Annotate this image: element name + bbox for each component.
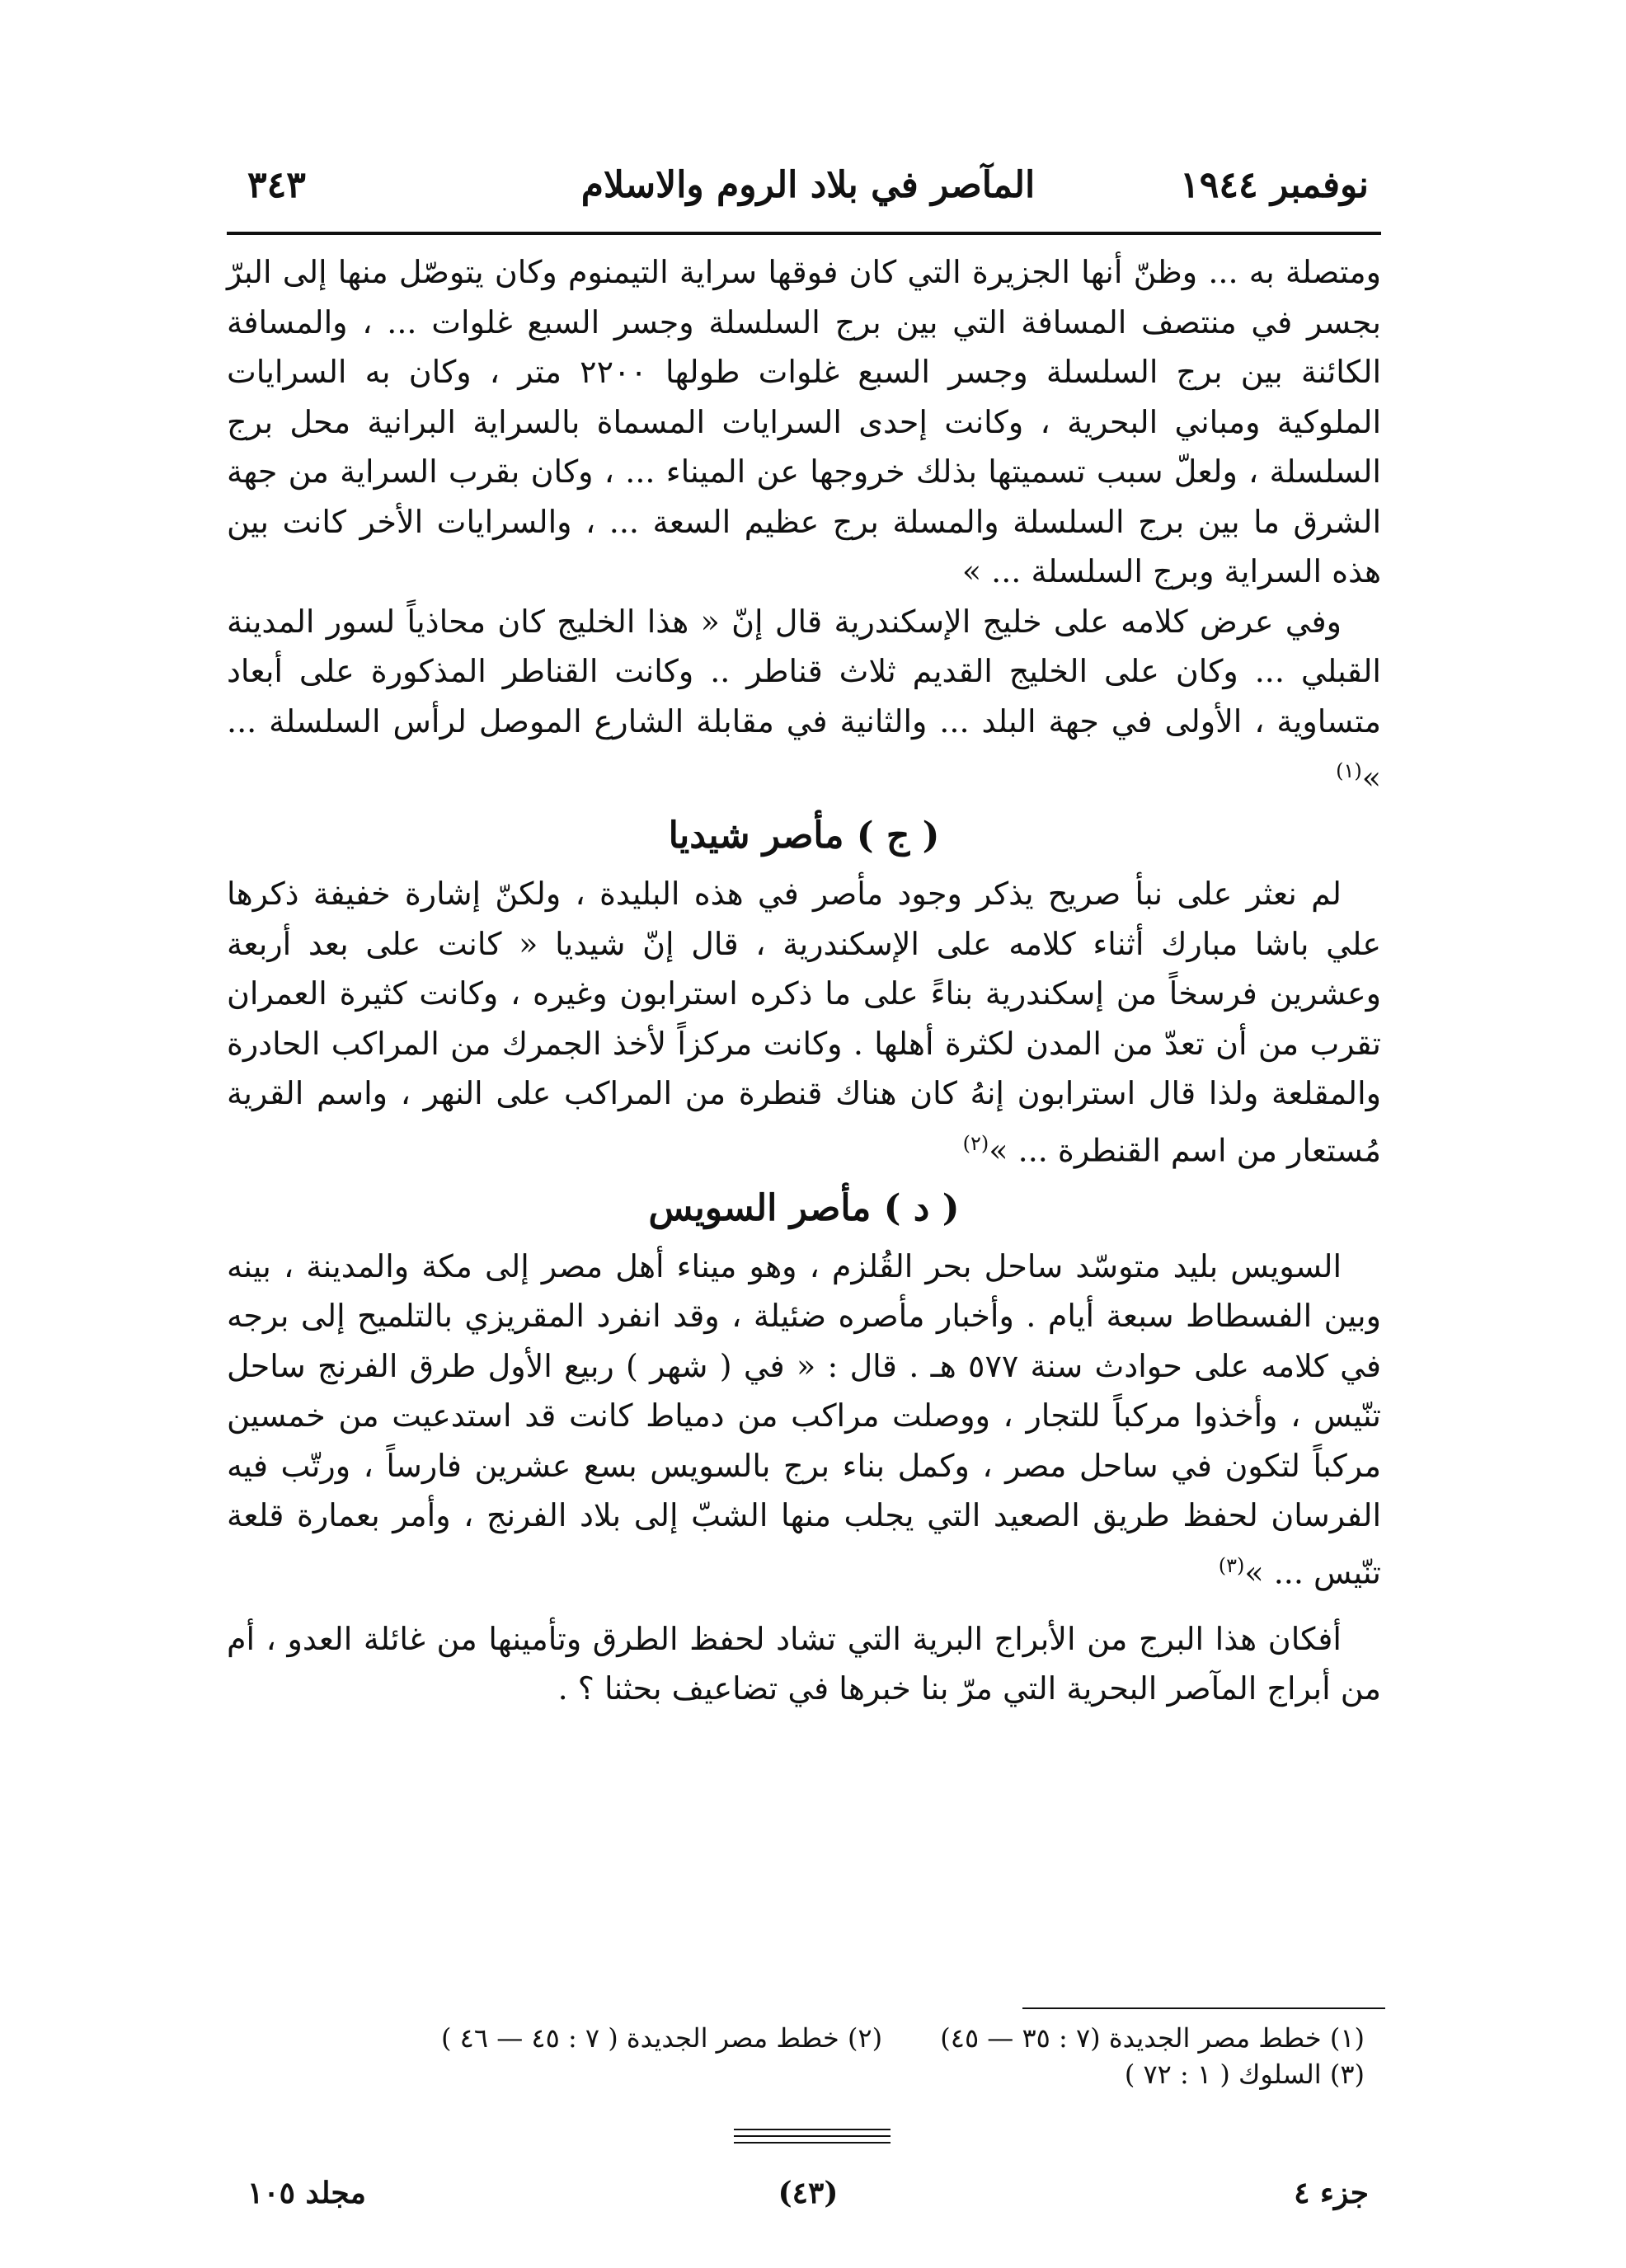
paragraph-text: وفي عرض كلامه على خليج الإسكندرية قال إنّ « هذا الخليج كان محاذياً لسور المدينة القبلي ... وكان على الخليج القديم ثلاث قناطر .. وكانت القناطر المذكورة على أبعاد متساوية ، الأولى في جهة البلد ... والثانية في مقابلة الشارع الموصل لرأس السلسلة ... »: [227, 603, 1381, 796]
end-rule: [734, 2135, 891, 2137]
header-date: نوفمبر ١٩٤٤: [1180, 164, 1369, 206]
footnote-1: (١) خطط مصر الجديدة (٧ : ٣٥ — ٤٥): [940, 2022, 1365, 2054]
paragraph-gap: [227, 1598, 1381, 1614]
footnote-2: (٢) خطط مصر الجديدة ( ٧ : ٤٥ — ٤٦ ): [441, 2022, 883, 2054]
subheading: ( د ) مأصر السويس: [648, 1186, 960, 1229]
end-rule: [734, 2129, 891, 2130]
footnote-line: [227, 2056, 1365, 2092]
header-title: المآصر في بلاد الروم والاسلام: [580, 164, 1036, 206]
footnote-marker: (١): [1336, 759, 1362, 782]
page-footer: [247, 2168, 1369, 2218]
footnote-line: [227, 2020, 1365, 2056]
running-head: [247, 153, 1369, 218]
paragraph-text: السويس بليد متوسّد ساحل بحر القُلزم ، وهو ميناء أهل مصر إلى مكة والمدينة ، بينه وبين الفسطاط سبعة أيام . وأخبار مأصره ضئيلة ، وقد انفرد المقريزي بالتلميح إلى برجه في كلامه على حوادث سنة ٥٧٧ هـ . قال : « في ( شهر ) ربيع الأول طرق الفرنج ساحل تنّيس ، وأخذوا مركباً للتجار ، ووصلت مراكب من دمياط كانت قد استدعيت من خمسين مركباً لتكون في ساحل مصر ، وكمل بناء برج بالسويس بسع عشرين فارساً ، ورتّب فيه الفرسان لحفظ طريق الصعيد التي يجلب منها الشبّ إلى بلاد الفرنج ، وأمر بعمارة قلعة تنّيس ... »: [227, 1247, 1381, 1591]
header-page-number: ٣٤٣: [247, 164, 306, 206]
paragraph: أفكان هذا البرج من الأبراج البرية التي تشاد لحفظ الطرق وتأمينها من غائلة العدو ، أم من أبراج المآصر البحرية التي مرّ بنا خبرها في تضاعيف بحثنا ؟ .: [227, 1620, 1381, 1707]
paragraph: [227, 869, 1381, 1176]
footnote-marker: (٢): [962, 1131, 989, 1155]
footer-part: جزء ٤: [1294, 2176, 1369, 2210]
paragraph-text: لم نعثر على نبأ صريح يذكر وجود مأصر في هذه البليدة ، ولكنّ إشارة خفيفة ذكرها علي باشا مبارك أثناء كلامه على الإسكندرية ، قال إنّ شيديا « كانت على بعد أربعة وعشرين فرسخاً من إسكندرية بناءً على ما ذكره استرابون وغيره ، وكانت كثيرة العمران تقرب من أن تعدّ من المدن لكثرة أهلها . وكانت مركزاً لأخذ الجمرك من المراكب الحادرة والمقلعة ولذا قال استرابون إنهُ كان هناك قنطرة من المراكب على النهر ، واسم القرية مُستعار من اسم القنطرة ... »: [227, 876, 1381, 1169]
footer-volume: مجلد ١٠٥: [247, 2176, 366, 2210]
paragraph: [227, 597, 1381, 804]
footnote-rule: [1022, 2007, 1385, 2009]
footnotes: [227, 2020, 1365, 2092]
paragraph: [227, 247, 1381, 597]
end-rule: [734, 2142, 891, 2144]
footer-signature: (٤٣): [778, 2176, 839, 2210]
subheading: ( ج ) مأصر شيديا: [668, 815, 940, 857]
footnote-marker: (٣): [1218, 1553, 1245, 1577]
header-rule: [227, 232, 1381, 235]
paragraph-text: ومتصلة به ... وظنّ أنها الجزيرة التي كان فوقها سراية التيمنوم وكان يتوصّل منها إلى البرّ بجسر في منتصف المسافة التي بين برج السلسلة وجسر السبع غلوات ... ، والمسافة الكائنة بين برج السلسلة وجسر السبع غلوات طولها ٢٢٠٠ متر ، وكان به السرايات الملوكية ومباني البحرية ، وكانت إحدى السرايات المسماة بالسراية البرانية محل برج السلسلة ، ولعلّ سبب تسميتها بذلك خروجها عن الميناء ... ، وكان بقرب السراية من جهة الشرق ما بين برج السلسلة والمسلة برج عظيم السعة ... ، والسرايات الأخر كانت بين هذه السراية وبرج السلسلة ... »: [227, 254, 1382, 589]
footnote-3: (٣) السلوك ( ١ : ٧٢ ): [1124, 2059, 1365, 2090]
paragraph: [227, 1242, 1381, 1598]
body-text: [227, 247, 1381, 1714]
